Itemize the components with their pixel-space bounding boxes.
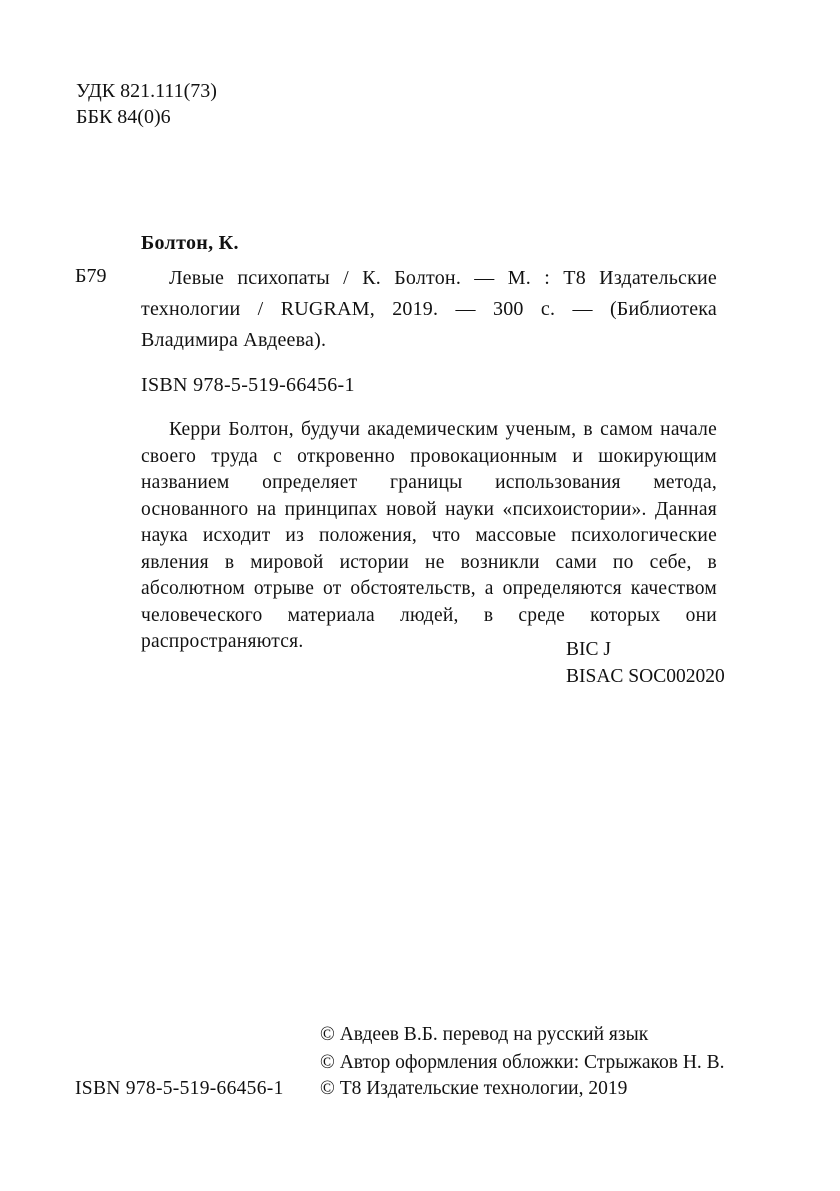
bic-code: BIC J — [566, 639, 611, 660]
udk-code: УДК 821.111(73) — [76, 80, 217, 102]
annotation-paragraph: Керри Болтон, будучи академическим ученым, в самом начале своего труда с откровенно провокационным и шокирующим названием определяет границы использования метода, основанного на принципах новой науки «психоистории». Данная наука исходит из положения, что массовые психологические явления в мировой истории не возникли сами по себе, в абсолютном отрыве от обстоятельств, а определяются качеством человеческого материала людей, в среде которых они распространяются. — [141, 419, 717, 652]
bibliographic-description: Левые психопаты / К. Болтон. — М. : Т8 Издательские технологии / RUGRAM, 2019. — 300 с. — (Библиотека Владимира Авдеева). — [141, 267, 717, 351]
subject-codes — [566, 636, 725, 690]
translation-credit: © Авдеев В.Б. перевод на русский язык — [320, 1024, 649, 1045]
author-heading: Болтон, К. — [141, 232, 239, 254]
cover-design-credit: © Автор оформления обложки: Стрыжаков Н. В. — [320, 1051, 725, 1073]
classification-codes — [76, 78, 217, 130]
isbn-top: ISBN 978-5-519-66456-1 — [141, 374, 355, 396]
copyright-credits — [320, 1021, 725, 1076]
publisher-copyright: © Т8 Издательские технологии, 2019 — [320, 1078, 628, 1099]
isbn-bottom: ISBN 978-5-519-66456-1 — [75, 1078, 284, 1099]
bisac-code: BISAC SOC002020 — [566, 666, 725, 687]
bbk-code: ББК 84(0)6 — [76, 106, 171, 128]
catalog-code: Б79 — [75, 265, 107, 287]
